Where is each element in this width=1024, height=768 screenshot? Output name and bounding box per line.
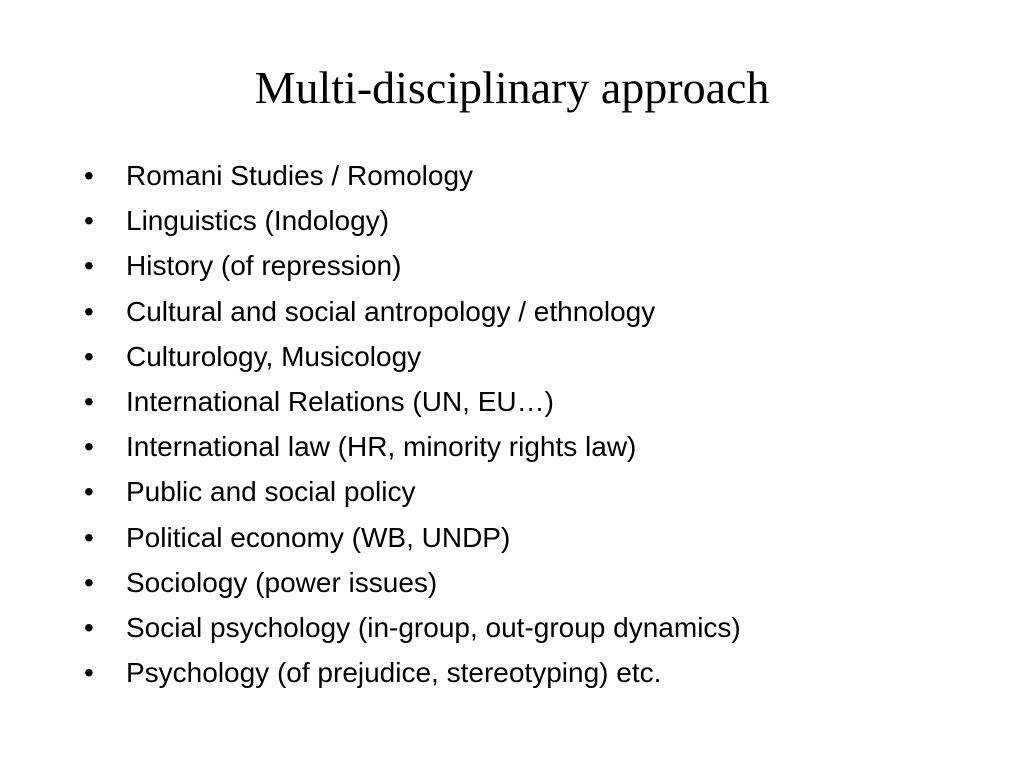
bullet-text: Political economy (WB, UNDP) bbox=[126, 521, 511, 553]
bullet-text: Social psychology (in-group, out-group dynamics) bbox=[126, 611, 741, 643]
bullet-item bbox=[84, 515, 964, 560]
bullet-icon: • bbox=[84, 431, 94, 463]
bullet-item bbox=[84, 424, 964, 469]
bullet-text: Psychology (of prejudice, stereotyping) etc. bbox=[126, 657, 662, 689]
bullet-item bbox=[84, 379, 964, 424]
slide-title: Multi-disciplinary approach bbox=[254, 62, 770, 113]
bullet-item bbox=[84, 334, 964, 379]
bullet-item bbox=[84, 289, 964, 334]
bullet-text: Public and social policy bbox=[126, 476, 416, 508]
bullet-text: Culturology, Musicology bbox=[126, 340, 422, 372]
bullet-text: Cultural and social antropology / ethnology bbox=[126, 295, 656, 327]
bullet-item bbox=[84, 243, 964, 288]
bullet-icon: • bbox=[84, 385, 94, 417]
bullet-item bbox=[84, 560, 964, 605]
bullet-icon: • bbox=[84, 611, 94, 643]
bullet-item bbox=[84, 650, 964, 695]
bullet-icon: • bbox=[84, 657, 94, 689]
bullet-item bbox=[84, 198, 964, 243]
bullet-text: History (of repression) bbox=[126, 250, 402, 282]
bullet-list bbox=[84, 153, 964, 695]
bullet-icon: • bbox=[84, 295, 94, 327]
bullet-icon: • bbox=[84, 340, 94, 372]
bullet-icon: • bbox=[84, 250, 94, 282]
bullet-item bbox=[84, 605, 964, 650]
bullet-icon: • bbox=[84, 521, 94, 553]
bullet-text: International Relations (UN, EU…) bbox=[126, 385, 554, 417]
bullet-text: Sociology (power issues) bbox=[126, 566, 438, 598]
bullet-item bbox=[84, 153, 964, 198]
bullet-text: Romani Studies / Romology bbox=[126, 160, 474, 191]
bullet-item bbox=[84, 469, 964, 514]
bullet-icon: • bbox=[84, 205, 94, 237]
bullet-text: Linguistics (Indology) bbox=[126, 205, 390, 237]
bullet-icon: • bbox=[84, 566, 94, 598]
bullet-icon: • bbox=[84, 476, 94, 508]
bullet-text: International law (HR, minority rights law) bbox=[126, 431, 637, 463]
bullet-icon: • bbox=[84, 160, 94, 191]
